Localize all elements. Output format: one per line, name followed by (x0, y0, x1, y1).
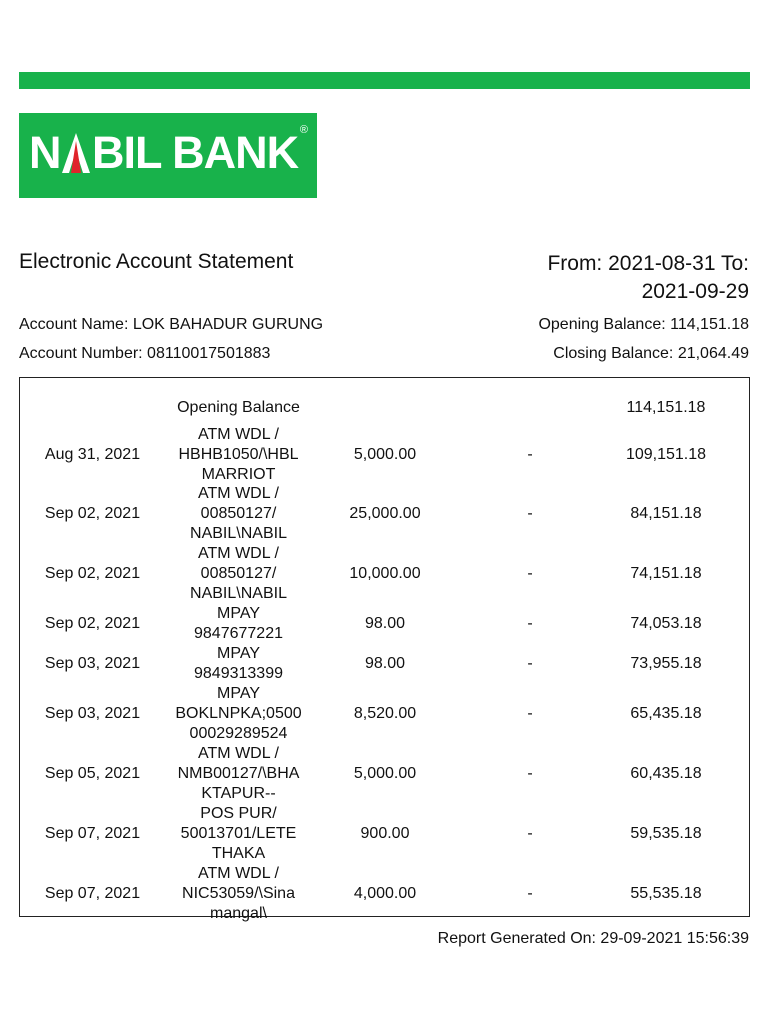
report-generated: Report Generated On: 29-09-2021 15:56:39 (437, 930, 749, 947)
transaction-date: Sep 03, 2021 (44, 655, 141, 672)
balance-amount: 74,053.18 (630, 615, 702, 632)
transaction-description (160, 604, 317, 644)
deposit-amount: - (527, 825, 533, 842)
withdrawal-amount: 5,000.00 (353, 446, 417, 463)
description-line: 00850127/ (200, 565, 277, 582)
withdrawal-amount: 10,000.00 (349, 565, 421, 582)
account-number: Account Number: 08110017501883 (19, 345, 271, 362)
description-line: mangal\ (210, 905, 267, 922)
description-line: 9847677221 (194, 625, 283, 642)
withdrawal-amount: 25,000.00 (349, 505, 421, 522)
description-line: 9849313399 (194, 665, 283, 682)
deposit-amount: - (527, 446, 533, 463)
table-row (20, 684, 749, 744)
description-line: NMB00127/\BHA (177, 765, 300, 782)
transaction-date: Sep 07, 2021 (44, 825, 141, 842)
description-line: ATM WDL / (198, 545, 279, 562)
description-line: NABIL\NABIL (190, 525, 287, 542)
description-line: NABIL\NABIL (190, 585, 287, 602)
description-line: ATM WDL / (198, 426, 279, 443)
transaction-description (160, 544, 317, 604)
transaction-description (160, 744, 317, 804)
transaction-date: Sep 02, 2021 (44, 565, 141, 582)
description-line: Opening Balance (177, 399, 300, 416)
deposit-amount: - (527, 615, 533, 632)
table-row (20, 604, 749, 644)
transaction-date: Sep 07, 2021 (44, 885, 141, 902)
deposit-amount: - (527, 505, 533, 522)
deposit-amount: - (527, 705, 533, 722)
balance-amount: 109,151.18 (625, 446, 707, 463)
description-line: THAKA (211, 845, 266, 862)
table-row (20, 744, 749, 804)
balance-amount: 55,535.18 (630, 885, 702, 902)
description-line: 00029289524 (189, 725, 288, 742)
statement-title: Electronic Account Statement (19, 250, 294, 273)
registered-mark: ® (299, 124, 308, 136)
header-green-bar (19, 72, 750, 89)
balance-amount: 65,435.18 (630, 705, 702, 722)
balance-amount: 60,435.18 (630, 765, 702, 782)
table-row (20, 644, 749, 684)
table-row (20, 484, 749, 544)
logo-a-icon (61, 127, 93, 179)
description-line: ATM WDL / (198, 865, 279, 882)
balance-amount: 84,151.18 (630, 505, 702, 522)
withdrawal-amount: 900.00 (360, 825, 410, 842)
description-line: NIC53059/\Sina (182, 885, 295, 902)
transaction-description (160, 425, 317, 485)
balance-amount: 73,955.18 (630, 655, 702, 672)
transaction-date: Sep 03, 2021 (44, 705, 141, 722)
table-row (20, 425, 749, 485)
closing-balance-summary: Closing Balance: 21,064.49 (553, 345, 749, 362)
balance-amount: 114,151.18 (626, 399, 706, 416)
table-row (20, 398, 749, 418)
transaction-description (160, 398, 317, 418)
transaction-description (160, 804, 317, 864)
withdrawal-amount: 98.00 (364, 615, 406, 632)
withdrawal-amount: 98.00 (364, 655, 406, 672)
description-line: MPAY (217, 645, 260, 662)
table-row (20, 864, 749, 924)
withdrawal-amount: 5,000.00 (353, 765, 417, 782)
deposit-amount: - (527, 765, 533, 782)
balance-amount: 74,151.18 (630, 565, 702, 582)
transaction-date: Sep 02, 2021 (44, 615, 141, 632)
description-line: ATM WDL / (198, 745, 279, 762)
balance-amount: 59,535.18 (630, 825, 702, 842)
transaction-date: Sep 05, 2021 (44, 765, 141, 782)
transaction-date: Aug 31, 2021 (44, 446, 141, 463)
description-line: MARRIOT (201, 466, 276, 483)
transaction-description (160, 644, 317, 684)
description-line: ATM WDL / (198, 485, 279, 502)
description-line: KTAPUR-- (201, 785, 276, 802)
transactions-table (19, 377, 750, 922)
table-row (20, 804, 749, 864)
period-line-1: From: 2021-08-31 To: (547, 252, 749, 275)
deposit-amount: - (527, 655, 533, 672)
logo-wordmark: N BIL BANK (29, 127, 299, 178)
transaction-description (160, 484, 317, 544)
opening-balance-summary: Opening Balance: 114,151.18 (538, 316, 749, 333)
transaction-description (160, 864, 317, 924)
description-line: 00850127/ (200, 505, 277, 522)
nabil-bank-logo (19, 113, 317, 198)
account-name: Account Name: LOK BAHADUR GURUNG (19, 316, 324, 333)
description-line: BOKLNPKA;0500 (175, 705, 302, 722)
period-line-2: 2021-09-29 (641, 280, 749, 303)
deposit-amount: - (527, 565, 533, 582)
transaction-date: Sep 02, 2021 (44, 505, 141, 522)
transaction-description (160, 684, 317, 744)
description-line: 50013701/LETE (180, 825, 297, 842)
withdrawal-amount: 4,000.00 (353, 885, 417, 902)
description-line: MPAY (217, 605, 260, 622)
withdrawal-amount: 8,520.00 (353, 705, 417, 722)
table-row (20, 544, 749, 604)
description-line: HBHB1050/\HBL (178, 446, 299, 463)
description-line: MPAY (217, 685, 260, 702)
description-line: POS PUR/ (200, 805, 277, 822)
deposit-amount: - (527, 885, 533, 902)
statement-period (489, 250, 749, 306)
